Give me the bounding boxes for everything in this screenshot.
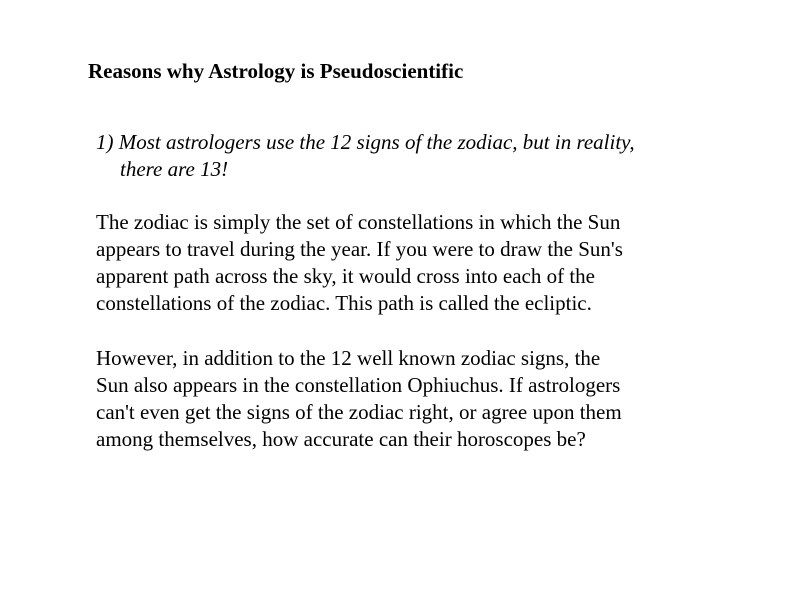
paragraph-line: appears to travel during the year. If you were to draw the Sun's xyxy=(96,237,623,261)
paragraph-line: The zodiac is simply the set of constellations in which the Sun xyxy=(96,210,621,234)
paragraph-line: constellations of the zodiac. This path is called the ecliptic. xyxy=(96,291,592,315)
paragraph-line: Sun also appears in the constellation Ophiuchus. If astrologers xyxy=(96,373,621,397)
conclusion-paragraph xyxy=(96,345,756,453)
paragraph-line: among themselves, how accurate can their horoscopes be? xyxy=(96,427,586,451)
point-line: 1) Most astrologers use the 12 signs of the zodiac, but in reality, xyxy=(96,130,635,154)
point-line: there are 13! xyxy=(120,157,229,181)
page-title: Reasons why Astrology is Pseudoscientific xyxy=(88,59,464,83)
paragraph-line: apparent path across the sky, it would cross into each of the xyxy=(96,264,595,288)
explanation-paragraph xyxy=(96,209,756,317)
paragraph-line: However, in addition to the 12 well known zodiac signs, the xyxy=(96,346,601,370)
paragraph-line: can't even get the signs of the zodiac right, or agree upon them xyxy=(96,400,622,424)
numbered-point xyxy=(96,129,746,183)
